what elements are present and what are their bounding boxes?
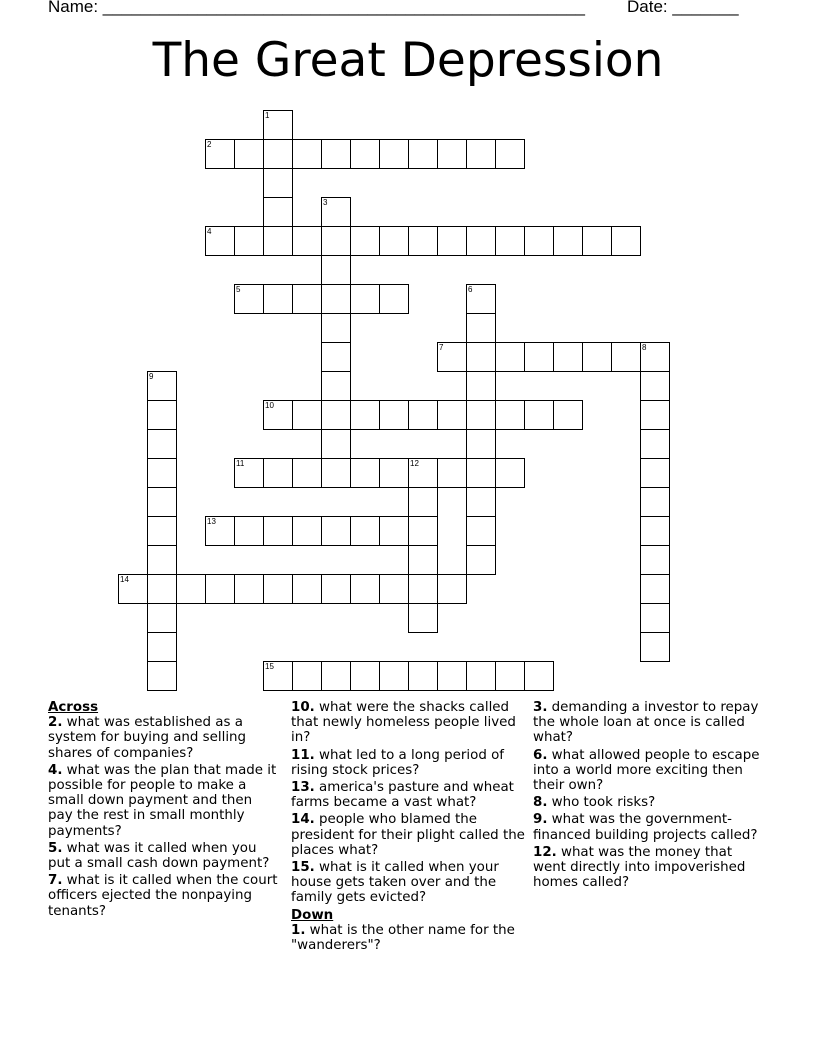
crossword-cell[interactable]: [640, 371, 670, 401]
clue-number: 13: [207, 517, 216, 526]
crossword-cell[interactable]: [205, 139, 235, 169]
crossword-cell[interactable]: [408, 458, 438, 488]
crossword-cell[interactable]: [292, 226, 322, 256]
clue-item-number: 6.: [533, 747, 548, 763]
crossword-cell[interactable]: [582, 342, 612, 372]
crossword-cell[interactable]: [234, 139, 264, 169]
clue-item-text: demanding a investor to repay the whole loan at once is called what?: [533, 700, 759, 746]
crossword-cell[interactable]: [234, 574, 264, 604]
crossword-cell[interactable]: [118, 574, 148, 604]
crossword-cell[interactable]: [263, 516, 293, 546]
clue-item: [291, 812, 527, 858]
crossword-cell[interactable]: [234, 458, 264, 488]
crossword-cell[interactable]: [640, 458, 670, 488]
crossword-cell[interactable]: [379, 661, 409, 691]
clue-item-text: what is it called when the court officers ejected the nonpaying tenants?: [48, 873, 278, 919]
clue-item: [291, 780, 527, 810]
crossword-cell[interactable]: [263, 458, 293, 488]
crossword-cell[interactable]: [437, 458, 467, 488]
clue-item-text: people who blamed the president for their plight called the places what?: [291, 812, 525, 858]
crossword-cell[interactable]: [495, 226, 525, 256]
crossword-cell[interactable]: [437, 139, 467, 169]
crossword-cell[interactable]: [350, 226, 380, 256]
crossword-cell[interactable]: [350, 516, 380, 546]
clue-item: [533, 845, 769, 891]
clue-item: [533, 700, 769, 746]
clue-item-text: what is the other name for the "wanderers"?: [291, 922, 515, 954]
crossword-cell[interactable]: [292, 284, 322, 314]
clue-item-number: 14.: [291, 812, 315, 828]
clue-number: 10: [265, 401, 274, 410]
crossword-cell[interactable]: [234, 284, 264, 314]
crossword-cell[interactable]: [466, 371, 496, 401]
crossword-cell[interactable]: [466, 226, 496, 256]
crossword-cell[interactable]: [408, 487, 438, 517]
crossword-cell[interactable]: [321, 371, 351, 401]
crossword-cell[interactable]: [263, 574, 293, 604]
crossword-cell[interactable]: [379, 574, 409, 604]
clue-item-number: 1.: [291, 922, 306, 938]
crossword-cell[interactable]: [263, 168, 293, 198]
crossword-cell[interactable]: [263, 139, 293, 169]
crossword-cell[interactable]: [408, 661, 438, 691]
crossword-cell[interactable]: [205, 574, 235, 604]
crossword-cell[interactable]: [263, 110, 293, 140]
crossword-cell[interactable]: [147, 632, 177, 662]
crossword-cell[interactable]: [466, 458, 496, 488]
crossword-cell[interactable]: [408, 545, 438, 575]
clue-item: [48, 841, 280, 871]
down-clue-list-continued: [533, 700, 769, 890]
crossword-cell[interactable]: [640, 342, 670, 372]
crossword-cell[interactable]: [147, 400, 177, 430]
crossword-cell[interactable]: [292, 400, 322, 430]
clue-item-number: 5.: [48, 840, 63, 856]
crossword-cell[interactable]: [147, 574, 177, 604]
crossword-cell[interactable]: [379, 139, 409, 169]
clue-number: 8: [642, 343, 647, 352]
clue-item-text: what were the shacks called that newly homeless people lived in?: [291, 700, 516, 746]
clue-number: 11: [236, 459, 245, 468]
crossword-cell[interactable]: [495, 139, 525, 169]
crossword-cell[interactable]: [408, 139, 438, 169]
down-clue-list: [291, 923, 527, 953]
clue-item-text: what led to a long period of rising stock prices?: [291, 747, 504, 778]
clue-item-text: what was established as a system for buying and selling shares of companies?: [48, 715, 247, 761]
crossword-cell[interactable]: [292, 516, 322, 546]
crossword-cell[interactable]: [379, 284, 409, 314]
crossword-cell[interactable]: [640, 574, 670, 604]
clue-item: [291, 923, 527, 953]
clue-item-number: 11.: [291, 747, 315, 763]
crossword-cell[interactable]: [292, 139, 322, 169]
crossword-cell[interactable]: [350, 400, 380, 430]
clues-column-3: [533, 700, 769, 892]
across-heading: Across: [48, 700, 99, 715]
crossword-cell[interactable]: [147, 371, 177, 401]
crossword-cell[interactable]: [553, 342, 583, 372]
crossword-cell[interactable]: [205, 516, 235, 546]
crossword-cell[interactable]: [234, 226, 264, 256]
crossword-cell[interactable]: [466, 284, 496, 314]
crossword-cell[interactable]: [437, 400, 467, 430]
across-clue-list-continued: [291, 700, 527, 906]
clue-item-number: 9.: [533, 812, 548, 828]
crossword-cell[interactable]: [466, 429, 496, 459]
crossword-cell[interactable]: [553, 400, 583, 430]
date-field-label: Date: _______: [627, 0, 739, 16]
clue-item-text: who took risks?: [547, 795, 656, 811]
clue-number: 15: [265, 662, 274, 671]
clue-number: 3: [323, 198, 328, 207]
crossword-cell[interactable]: [553, 226, 583, 256]
clue-item-number: 15.: [291, 860, 315, 876]
crossword-cell[interactable]: [437, 574, 467, 604]
clue-item: [533, 748, 769, 794]
crossword-cell[interactable]: [321, 284, 351, 314]
clue-item: [533, 795, 769, 810]
crossword-cell[interactable]: [321, 400, 351, 430]
crossword-cell[interactable]: [640, 516, 670, 546]
crossword-cell[interactable]: [495, 400, 525, 430]
crossword-cell[interactable]: [466, 545, 496, 575]
crossword-cell[interactable]: [495, 661, 525, 691]
crossword-cell[interactable]: [147, 487, 177, 517]
crossword-cell[interactable]: [147, 429, 177, 459]
crossword-cell[interactable]: [263, 197, 293, 227]
clue-item: [291, 860, 527, 906]
crossword-cell[interactable]: [263, 661, 293, 691]
clue-number: 2: [207, 140, 212, 149]
clue-item-number: 7.: [48, 873, 63, 889]
crossword-cell[interactable]: [640, 632, 670, 662]
crossword-cell[interactable]: [234, 516, 264, 546]
clue-item-text: what is it called when your house gets taken over and the family gets evicted?: [291, 860, 499, 906]
clue-number: 6: [468, 285, 473, 294]
clue-item-text: what was it called when you put a small cash down payment?: [48, 840, 270, 872]
crossword-cell[interactable]: [466, 400, 496, 430]
crossword-cell[interactable]: [292, 661, 322, 691]
crossword-cell[interactable]: [379, 226, 409, 256]
crossword-cell[interactable]: [466, 661, 496, 691]
clue-item-text: what allowed people to escape into a world more exciting then their own?: [533, 747, 760, 794]
crossword-cell[interactable]: [379, 400, 409, 430]
clue-item: [291, 700, 527, 746]
crossword-cell[interactable]: [437, 226, 467, 256]
crossword-cell[interactable]: [466, 139, 496, 169]
crossword-cell[interactable]: [321, 458, 351, 488]
crossword-cell[interactable]: [437, 661, 467, 691]
crossword-cell[interactable]: [408, 603, 438, 633]
down-heading: Down: [291, 907, 334, 923]
crossword-cell[interactable]: [524, 342, 554, 372]
clue-item-number: 4.: [48, 762, 63, 778]
clue-number: 1: [265, 111, 270, 120]
clue-item-number: 2.: [48, 715, 63, 731]
crossword-cell[interactable]: [437, 342, 467, 372]
crossword-cell[interactable]: [350, 574, 380, 604]
clue-item-text: what was the money that went directly into impoverished homes called?: [533, 844, 746, 891]
crossword-cell[interactable]: [263, 400, 293, 430]
page-title: The Great Depression: [152, 33, 664, 88]
crossword-cell[interactable]: [524, 661, 554, 691]
crossword-cell[interactable]: [640, 603, 670, 633]
crossword-cell[interactable]: [147, 545, 177, 575]
crossword-cell[interactable]: [524, 226, 554, 256]
crossword-cell[interactable]: [147, 661, 177, 691]
crossword-cell[interactable]: [408, 574, 438, 604]
clue-item: [291, 748, 527, 778]
clue-item-number: 12.: [533, 844, 557, 860]
crossword-cell[interactable]: [640, 545, 670, 575]
clue-item: [48, 715, 280, 761]
crossword-cell[interactable]: [176, 574, 206, 604]
crossword-cell[interactable]: [350, 661, 380, 691]
crossword-cell[interactable]: [379, 458, 409, 488]
crossword-cell[interactable]: [292, 458, 322, 488]
clues-column-2: [291, 700, 527, 955]
crossword-cell[interactable]: [205, 226, 235, 256]
crossword-cell[interactable]: [321, 313, 351, 343]
crossword-cell[interactable]: [640, 400, 670, 430]
clue-item-number: 10.: [291, 700, 315, 715]
crossword-cell[interactable]: [321, 197, 351, 227]
crossword-cell[interactable]: [321, 661, 351, 691]
crossword-cell[interactable]: [379, 516, 409, 546]
crossword-cell[interactable]: [524, 400, 554, 430]
clue-number: 9: [149, 372, 154, 381]
clue-item-text: what was the plan that made it possible for people to make a small down payment and then pay the rest in small monthly payments?: [48, 762, 277, 839]
clue-item: [533, 812, 769, 842]
crossword-cell[interactable]: [292, 574, 322, 604]
clue-number: 14: [120, 575, 129, 584]
crossword-cell[interactable]: [495, 458, 525, 488]
crossword-cell[interactable]: [408, 516, 438, 546]
crossword-cell[interactable]: [466, 516, 496, 546]
clue-number: 7: [439, 343, 444, 352]
crossword-cell[interactable]: [147, 458, 177, 488]
crossword-cell[interactable]: [495, 342, 525, 372]
crossword-cell[interactable]: [466, 313, 496, 343]
clue-item-number: 13.: [291, 780, 315, 796]
clue-item-number: 3.: [533, 700, 548, 715]
crossword-cell[interactable]: [640, 429, 670, 459]
crossword-cell[interactable]: [611, 226, 641, 256]
crossword-cell[interactable]: [321, 139, 351, 169]
crossword-cell[interactable]: [263, 284, 293, 314]
clue-number: 5: [236, 285, 241, 294]
clue-number: 4: [207, 227, 212, 236]
crossword-cell[interactable]: [321, 255, 351, 285]
clue-item-text: america's pasture and wheat farms became a vast what?: [291, 780, 514, 811]
crossword-cell[interactable]: [466, 487, 496, 517]
crossword-cell[interactable]: [321, 429, 351, 459]
clue-item: [48, 873, 280, 919]
across-clue-list: [48, 715, 280, 919]
crossword-cell[interactable]: [582, 226, 612, 256]
clue-number: 12: [410, 459, 419, 468]
crossword-cell[interactable]: [466, 342, 496, 372]
crossword-cell[interactable]: [350, 458, 380, 488]
clue-item: [48, 763, 280, 839]
clue-item-number: 8.: [533, 795, 548, 811]
crossword-cell[interactable]: [408, 400, 438, 430]
crossword-cell[interactable]: [640, 487, 670, 517]
crossword-cell[interactable]: [350, 139, 380, 169]
name-field-label: Name: ___________________________________________________: [48, 0, 585, 16]
clues-column-1: [48, 700, 280, 921]
crossword-cell[interactable]: [321, 342, 351, 372]
crossword-cell[interactable]: [147, 516, 177, 546]
crossword-cell[interactable]: [350, 284, 380, 314]
crossword-cell[interactable]: [321, 226, 351, 256]
clue-item-text: what was the government-financed building projects called?: [533, 812, 758, 843]
crossword-cell[interactable]: [408, 226, 438, 256]
crossword-cell[interactable]: [321, 574, 351, 604]
crossword-cell[interactable]: [321, 516, 351, 546]
crossword-cell[interactable]: [263, 226, 293, 256]
crossword-cell[interactable]: [147, 603, 177, 633]
crossword-cell[interactable]: [611, 342, 641, 372]
